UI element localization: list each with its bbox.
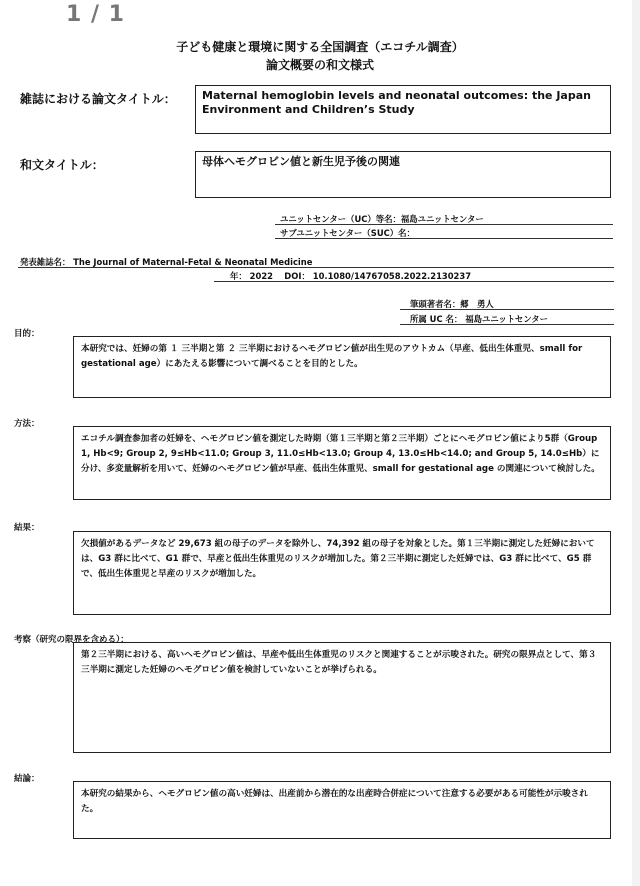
first-author-rule	[400, 309, 614, 310]
japanese-title-value: 母体ヘモグロビン値と新生児予後の関連	[202, 155, 400, 168]
method-label: 方法：	[14, 419, 40, 429]
method-box	[73, 426, 611, 500]
purpose-box	[73, 336, 611, 398]
page-scroll-edge	[632, 0, 640, 886]
sub-unit-center: サブユニットセンター（SUC）名：	[280, 228, 415, 238]
results-text: 欠損値があるデータなど 29,673 組の母子のデータを除外し、74,392 組の母子を対象とした。第１三半期に測定した妊婦においては、G3 群に比べて、G1 群で、早産と低出生体重児のリスクが増加した。第２三半期に測定した妊婦では、G3 群に比べて、G5 群で、低出生体重児と早産のリスクが増加した。	[81, 539, 595, 579]
results-box	[73, 531, 611, 615]
publication-year-doi: 年： 2022 DOI： 10.1080/14767058.2022.2130237	[230, 271, 472, 281]
conclusion-label: 結論：	[14, 774, 40, 784]
journal-title-value: Maternal hemoglobin levels and neonatal outcomes: the Japan Environment and Children’s Study	[202, 89, 591, 116]
discussion-text: 第２三半期における、高いヘモグロビン値は、早産や低出生体重児のリスクと関連することが示唆された。研究の限界点として、第３三半期に測定した妊婦のヘモグロビン値を検討していないことが挙げられる。	[81, 650, 597, 675]
journal-title-label: 雑誌における論文タイトル：	[20, 92, 176, 106]
unit-center-rule	[275, 224, 613, 225]
method-text: エコチル調査参加者の妊婦を、ヘモグロビン値を測定した時期（第１三半期と第２三半期）ごとにヘモグロビン値により5群（Group 1, Hb<9; Group 2, 9≤Hb<11.0; Group 3, 11.0≤Hb<13.0; Group 4, 13.0≤Hb<14.0; and Group 5, 14.0≤Hb）に分け、多変量解析を用いて、妊婦のヘモグロビン値が早産、低出生体重児、small for gestational age の関連について検討した。	[81, 434, 600, 474]
affiliation: 所属 UC 名： 福島ユニットセンター	[410, 314, 549, 324]
survey-title: 子ども健康と環境に関する全国調査（エコチル調査）	[176, 40, 464, 54]
first-author: 筆頭著者名：郷 勇人	[410, 299, 494, 309]
purpose-text: 本研究では、妊婦の第 １ 三半期と第 ２ 三半期におけるヘモグロビン値が出生児のアウトカム（早産、低出生体重児、small for gestational age）にあたえる影響について調べることを目的とした。	[81, 344, 583, 369]
unit-center: ユニットセンター（UC）等名：福島ユニットセンター	[280, 214, 484, 224]
discussion-box	[73, 642, 611, 753]
journal-title-box	[195, 85, 611, 134]
conclusion-box	[73, 781, 611, 839]
japanese-title-label: 和文タイトル：	[20, 158, 104, 172]
conclusion-text: 本研究の結果から、ヘモグロビン値の高い妊婦は、出産前から潜在的な出産時合併症について注意する必要がある可能性が示唆された。	[81, 789, 588, 814]
page-indicator: 1 / 1	[66, 2, 125, 27]
purpose-label: 目的：	[14, 329, 40, 339]
doi-rule	[214, 281, 614, 282]
publication-rule	[18, 267, 614, 268]
publication-journal: 発表雑誌名： The Journal of Maternal-Fetal & Neonatal Medicine	[20, 257, 313, 267]
results-label: 結果：	[14, 523, 40, 533]
affiliation-rule	[400, 324, 614, 325]
form-title: 論文概要の和文様式	[265, 58, 374, 72]
japanese-title-box	[195, 151, 611, 198]
discussion-label: 考察（研究の限界を含める）：	[14, 635, 129, 645]
sub-unit-center-rule	[275, 238, 613, 239]
